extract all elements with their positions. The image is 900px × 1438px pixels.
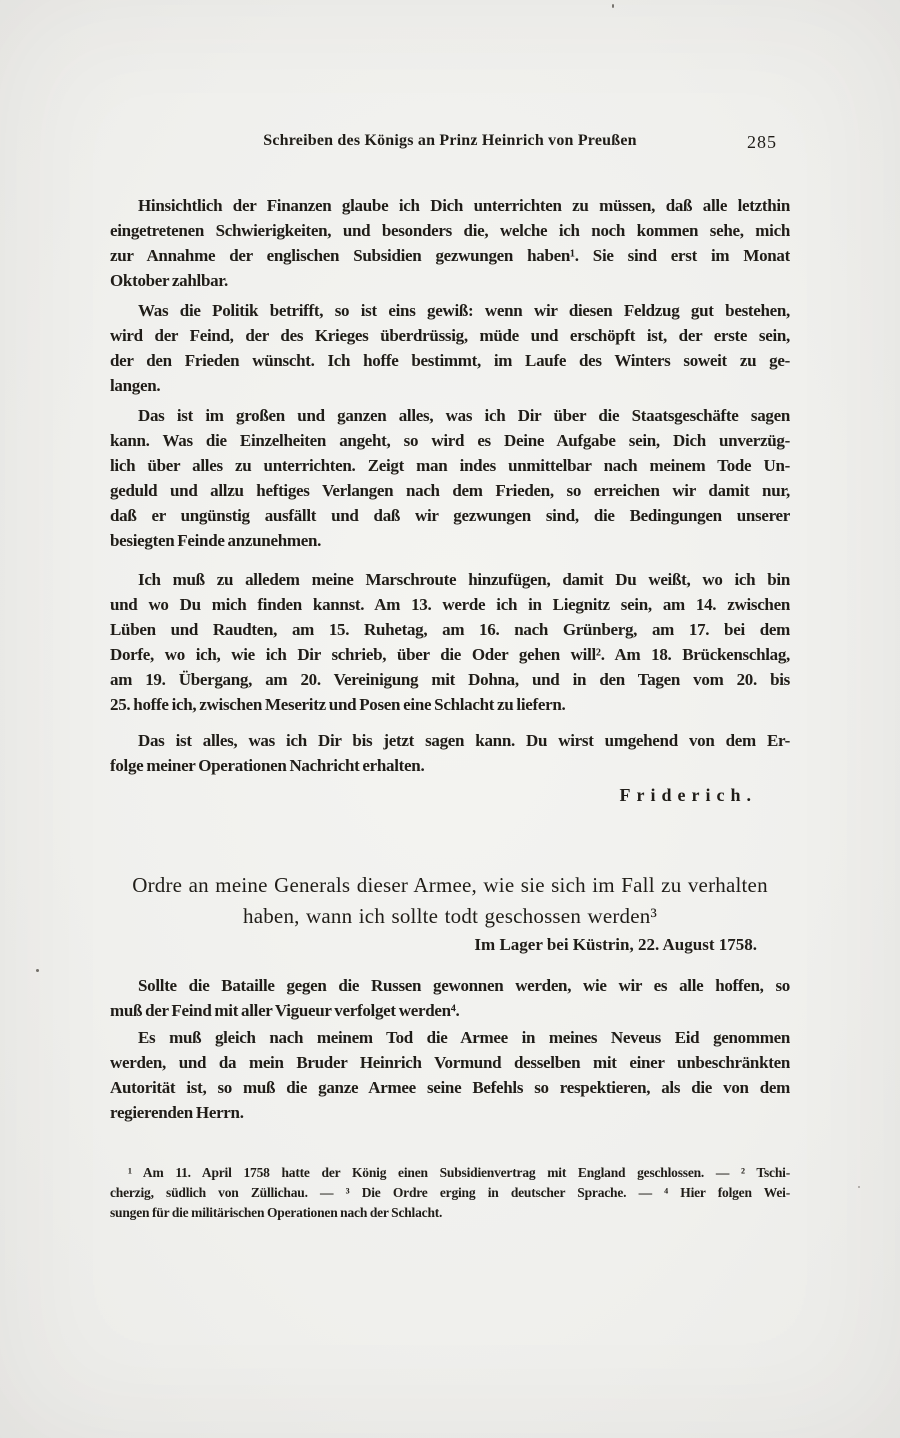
- running-header-title: Schreiben des Königs an Prinz Heinrich von Preußen: [263, 132, 637, 149]
- text-block: [110, 193, 790, 1223]
- order-heading: [110, 870, 790, 932]
- text-line: ¹ Am 11. April 1758 hatte der König einen Subsidienvertrag mit England geschlossen. — ² Tschi-: [128, 1165, 790, 1180]
- order-dateline: Im Lager bei Küstrin, 22. August 1758.: [474, 935, 757, 954]
- text-line: kann. Was die Einzelheiten angeht, so wird es Deine Aufgabe sein, Dich unverzüg-: [110, 431, 790, 450]
- text-line: Hinsichtlich der Finanzen glaube ich Dich unterrichten zu müssen, daß alle letzthin: [138, 196, 790, 215]
- text-line: wird der Feind, der des Krieges überdrüssig, müde und erschöpft ist, der erste sein,: [110, 326, 790, 345]
- text-line: cherzig, südlich von Züllichau. — ³ Die Ordre erging in deutscher Sprache. — ⁴ Hier folgen Wei-: [110, 1185, 790, 1200]
- text-line: folge meiner Operationen Nachricht erhalten.: [110, 756, 425, 775]
- paragraph: [110, 193, 790, 293]
- text-line: und wo Du mich finden kannst. Am 13. werde ich in Liegnitz sein, am 14. zwischen: [110, 595, 790, 614]
- text-line: Sollte die Bataille gegen die Russen gewonnen werden, wie wir es alle hoffen, so: [138, 976, 790, 995]
- text-line: sungen für die militärischen Operationen nach der Schlacht.: [110, 1205, 443, 1220]
- page-number: 285: [747, 132, 777, 152]
- paragraph: [110, 403, 790, 553]
- text-line: Was die Politik betrifft, so ist eins gewiß: wenn wir diesen Feldzug gut bestehen,: [138, 301, 790, 320]
- paragraph: [110, 728, 790, 778]
- text-line: muß der Feind mit aller Vigueur verfolget werden⁴.: [110, 1001, 460, 1020]
- paragraph: [110, 1025, 790, 1125]
- text-line: haben, wann ich sollte todt geschossen werden³: [243, 904, 657, 928]
- text-line: der den Frieden wünscht. Ich hoffe bestimmt, im Laufe des Winters soweit zu ge-: [110, 351, 790, 370]
- text-line: Ordre an meine Generals dieser Armee, wie sie sich im Fall zu verhalten: [132, 873, 768, 897]
- text-line: eingetretenen Schwierigkeiten, und besonders die, welche ich noch kommen sehe, mich: [110, 221, 790, 240]
- text-line: regierenden Herrn.: [110, 1103, 244, 1122]
- paragraph: [110, 567, 790, 717]
- footnotes: [110, 1163, 790, 1223]
- scan-speck: [858, 1186, 860, 1188]
- text-line: Autorität ist, so muß die ganze Armee seine Befehls so respektieren, als die von dem: [110, 1078, 790, 1097]
- text-line: besiegten Feinde anzunehmen.: [110, 531, 322, 550]
- text-line: Oktober zahlbar.: [110, 271, 228, 290]
- letter-signature: Friderich.: [619, 785, 757, 805]
- paragraph: [110, 973, 790, 1023]
- running-header: [110, 132, 790, 154]
- letter-body: [110, 193, 790, 778]
- text-line: geduld und allzu heftiges Verlangen nach dem Frieden, so erreichen wir damit nur,: [110, 481, 790, 500]
- order-body: [110, 973, 790, 1125]
- text-line: daß er ungünstig ausfällt und daß wir gezwungen sind, die Bedingungen unserer: [110, 506, 790, 525]
- text-line: langen.: [110, 376, 161, 395]
- text-line: am 19. Übergang, am 20. Vereinigung mit Dohna, und in den Tagen vom 20. bis: [110, 670, 790, 689]
- text-line: 25. hoffe ich, zwischen Meseritz und Posen eine Schlacht zu liefern.: [110, 695, 566, 714]
- text-line: werden, und da mein Bruder Heinrich Vormund desselben mit einer unbeschränkten: [110, 1053, 790, 1072]
- text-line: Ich muß zu alledem meine Marschroute hinzufügen, damit Du weißt, wo ich bin: [138, 570, 790, 589]
- text-line: Das ist alles, was ich Dir bis jetzt sagen kann. Du wirst umgehend von dem Er-: [138, 731, 790, 750]
- scan-speck: [612, 4, 614, 8]
- text-line: Lüben und Raudten, am 15. Ruhetag, am 16. nach Grünberg, am 17. bei dem: [110, 620, 790, 639]
- text-line: zur Annahme der englischen Subsidien gezwungen haben¹. Sie sind erst im Monat: [110, 246, 790, 265]
- paragraph: [110, 298, 790, 398]
- text-line: Dorfe, wo ich, wie ich Dir schrieb, über die Oder gehen will². Am 18. Brückenschlag,: [110, 645, 790, 664]
- scan-speck: [36, 969, 39, 972]
- text-line: lich über alles zu unterrichten. Zeigt man indes unmittelbar nach meinem Tode Un-: [110, 456, 790, 475]
- text-line: Das ist im großen und ganzen alles, was ich Dir über die Staatsgeschäfte sagen: [138, 406, 790, 425]
- text-line: Es muß gleich nach meinem Tod die Armee in meines Neveus Eid genommen: [138, 1028, 790, 1047]
